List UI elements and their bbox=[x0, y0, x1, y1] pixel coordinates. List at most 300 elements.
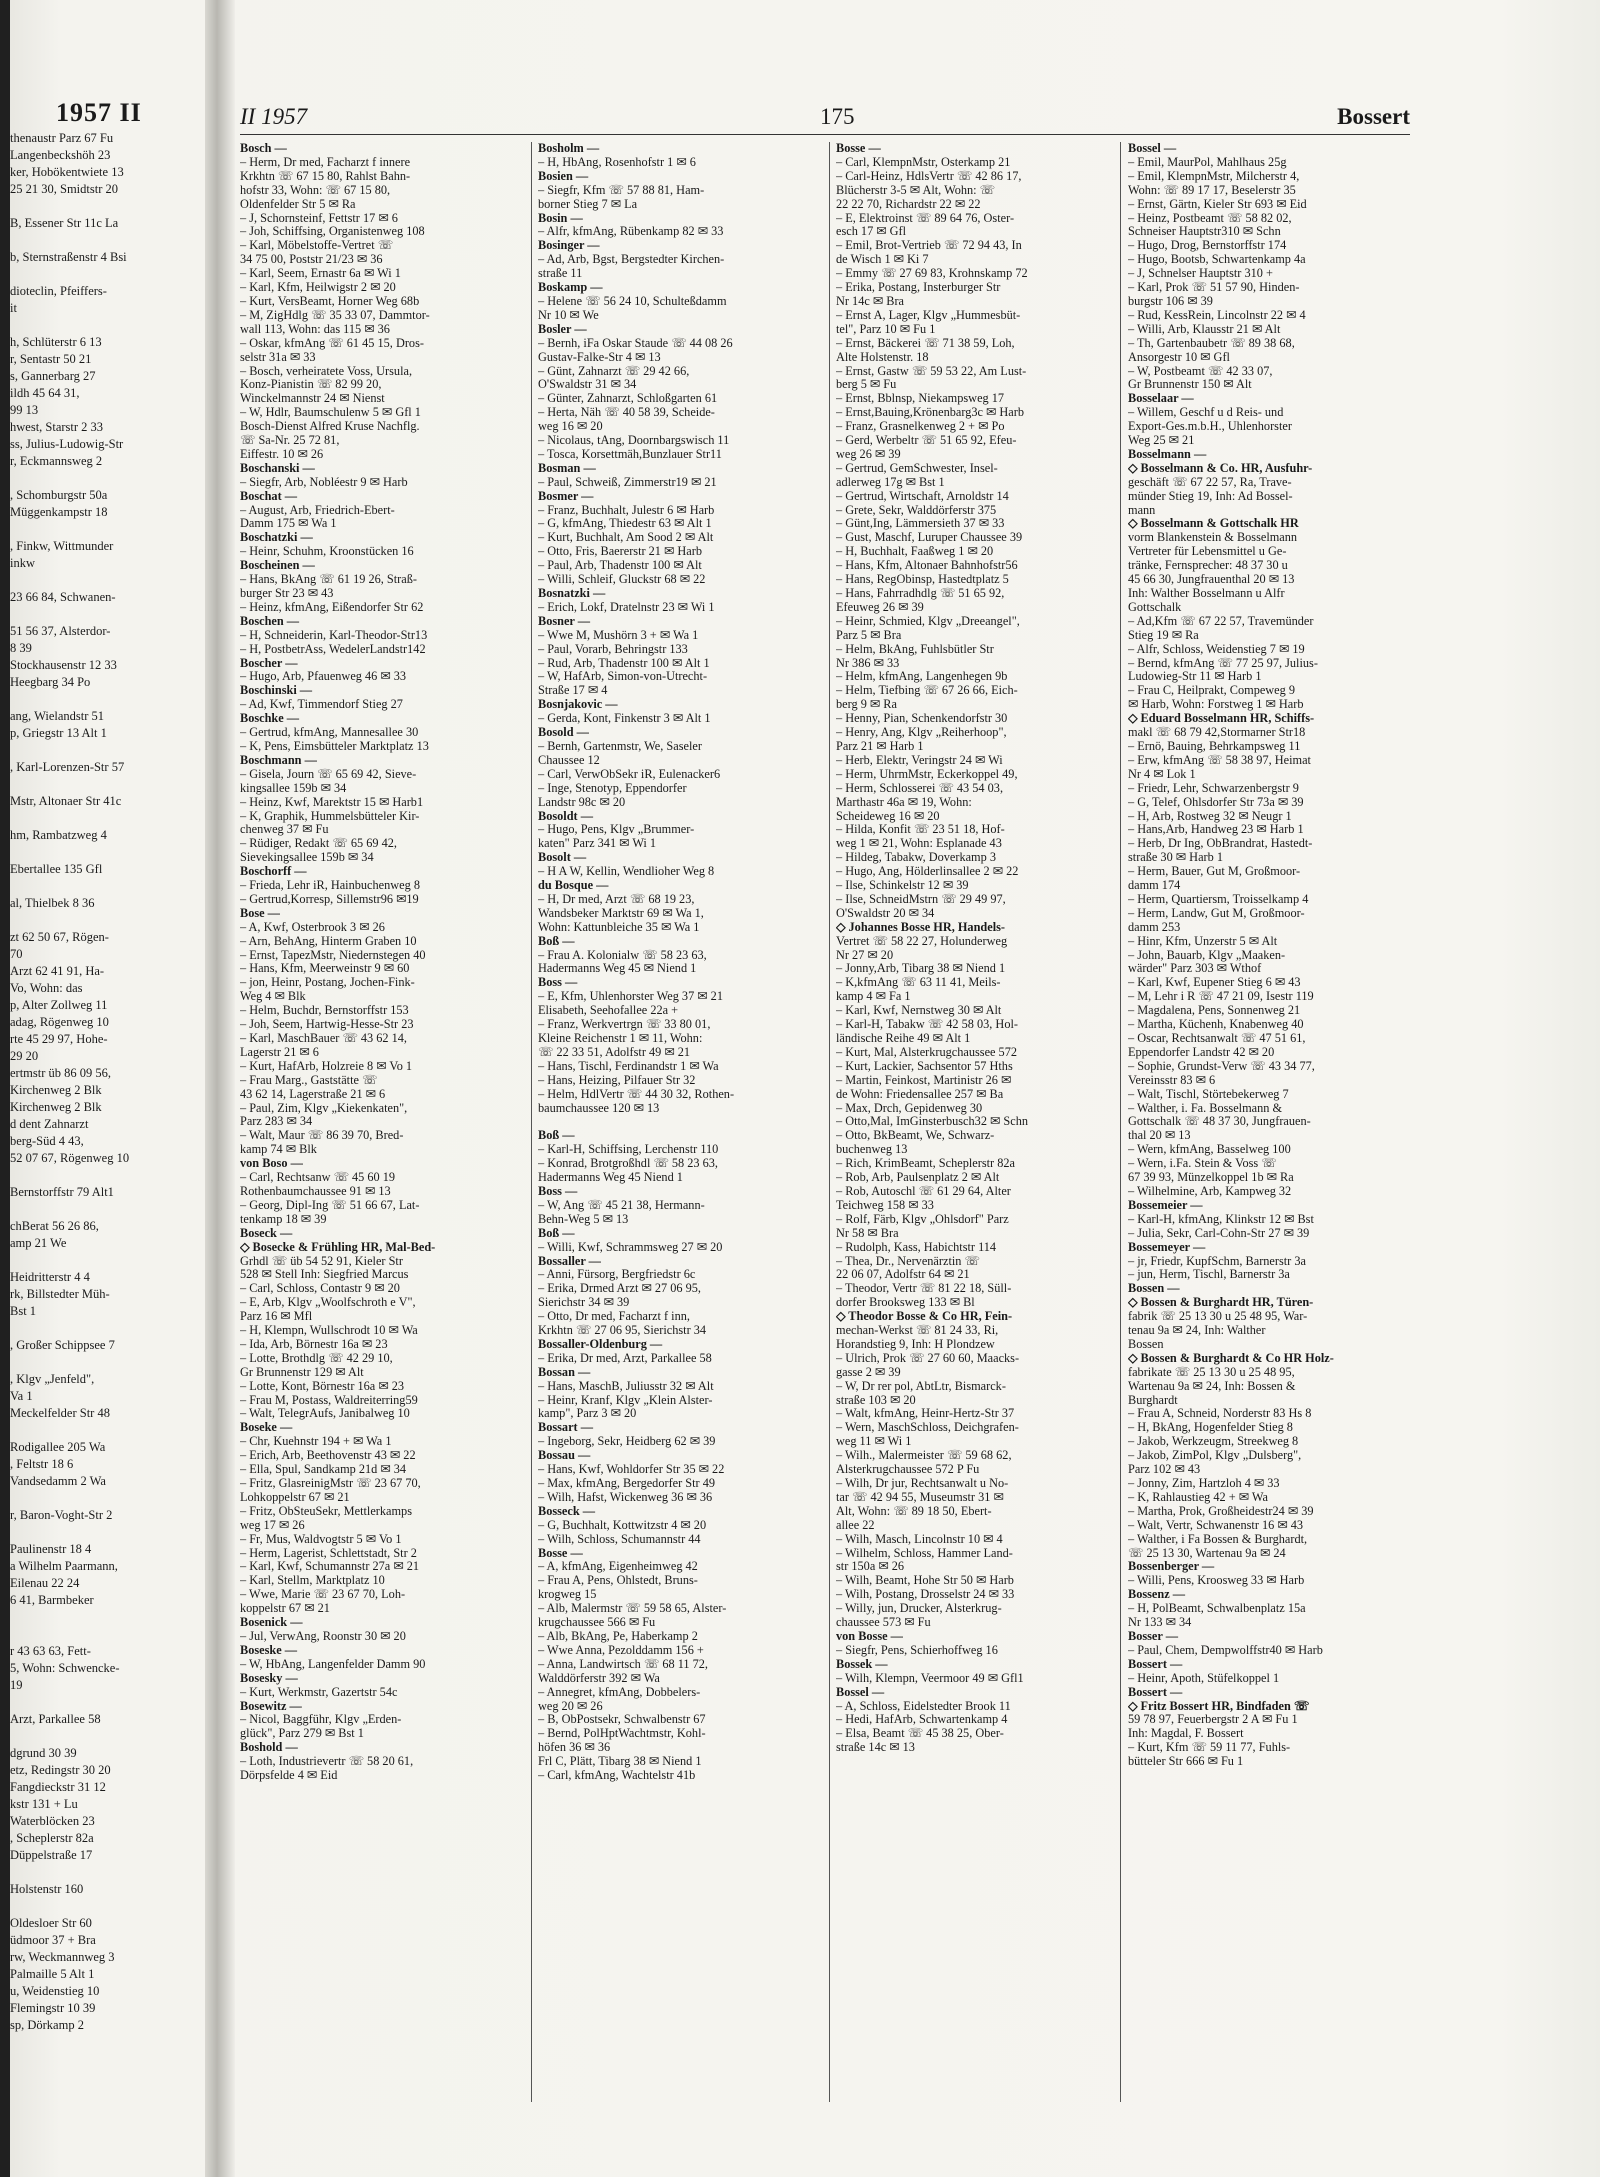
directory-entry: – Jul, VerwAng, Roonstr 30 ✉ 20 bbox=[240, 1629, 406, 1643]
directory-entry: – Herm, Schlosserei ☏ 43 54 03, bbox=[836, 781, 1004, 795]
directory-entry: – Wilhelmine, Arb, Kampweg 32 bbox=[1128, 1184, 1292, 1198]
directory-entry: – Loth, Industrievertr ☏ 58 20 61, bbox=[240, 1755, 414, 1769]
directory-entry: – Walther, i. Fa. Bosselmann & bbox=[1128, 1101, 1283, 1115]
left-page-line bbox=[10, 1864, 206, 1881]
directory-entry: tar ☏ 42 94 55, Museumstr 31 ✉ bbox=[836, 1490, 1004, 1504]
left-page-line: hwest, Starstr 2 33 bbox=[10, 420, 104, 434]
directory-entry: Scheideweg 16 ✉ 20 bbox=[836, 809, 940, 823]
directory-entry: – Rob, Autoschl ☏ 61 29 64, Alter bbox=[836, 1184, 1011, 1198]
surname-heading: Boschorff — bbox=[240, 865, 307, 879]
directory-entry: – Franz, Buchhalt, Julestr 6 ✉ Harb bbox=[538, 503, 715, 517]
left-page-line bbox=[10, 266, 206, 283]
directory-entry: – Herm, Landw, Gut M, Großmoor- bbox=[1128, 906, 1305, 920]
directory-entry: Ansorgestr 10 ✉ Gfl bbox=[1128, 350, 1230, 364]
directory-entry: Rothenbaumchaussee 91 ✉ 13 bbox=[240, 1184, 391, 1198]
surname-heading: Bosholm — bbox=[538, 142, 600, 155]
left-page-line: r 43 63 63, Fett- bbox=[10, 1644, 91, 1658]
directory-entry: – Frau A, Pens, Ohlstedt, Bruns- bbox=[538, 1574, 698, 1588]
left-page-line bbox=[10, 776, 206, 793]
directory-entry: Grhdl ☏ üb 54 52 91, Kieler Str bbox=[240, 1254, 403, 1268]
directory-entry: ◇ Bosecke & Frühling HR, Mal-Bed- bbox=[240, 1240, 436, 1254]
directory-entry: – Friedr, Lehr, Schwarzenbergstr 9 bbox=[1128, 781, 1299, 795]
left-page-line: 70 bbox=[10, 947, 23, 961]
directory-entry: Horandstieg 9, Inh: H Plondzew bbox=[836, 1337, 995, 1351]
directory-entry: – Henry, Ang, Klgv „Reiherhoop", bbox=[836, 726, 1007, 740]
directory-entry: straße 103 ✉ 20 bbox=[836, 1393, 916, 1407]
directory-entry: – Ella, Spul, Sandkamp 21d ✉ 34 bbox=[240, 1463, 407, 1477]
column-1 bbox=[240, 142, 522, 2102]
left-page-line: , Großer Schippsee 7 bbox=[10, 1338, 115, 1352]
directory-entry bbox=[538, 1115, 820, 1129]
directory-entry: – Wern, i.Fa. Stein & Voss ☏ bbox=[1128, 1157, 1277, 1171]
directory-entry: – Chr, Kuehnstr 194 + ✉ Wa 1 bbox=[240, 1435, 392, 1449]
directory-entry: münder Stieg 19, Inh: Ad Bossel- bbox=[1128, 489, 1293, 503]
directory-entry: – Karl, Stellm, Marktplatz 10 bbox=[240, 1574, 385, 1588]
directory-entry: – Wilhelm, Schloss, Hammer Land- bbox=[836, 1546, 1013, 1560]
directory-entry: – Hans, Kwf, Wohldorfer Str 35 ✉ 22 bbox=[538, 1463, 725, 1477]
directory-entry: – W, Postbeamt ☏ 42 33 07, bbox=[1128, 364, 1273, 378]
directory-entry: – Heinr, Schuhm, Kroonstücken 16 bbox=[240, 545, 414, 559]
left-page-line: Eilenau 22 24 bbox=[10, 1576, 80, 1590]
directory-entry: bütteler Str 666 ✉ Fu 1 bbox=[1128, 1755, 1244, 1769]
surname-heading: Bosse — bbox=[538, 1546, 583, 1560]
left-page-line: 51 56 37, Alsterdor- bbox=[10, 624, 111, 638]
directory-entry: – Carl-Heinz, HdlsVertr ☏ 42 86 17, bbox=[836, 169, 1022, 183]
left-page-line: Düppelstraße 17 bbox=[10, 1848, 93, 1862]
column-divider bbox=[829, 142, 830, 2102]
directory-entry: – Hans, MaschB, Juliusstr 32 ✉ Alt bbox=[538, 1379, 714, 1393]
directory-entry: Frl C, Plätt, Tibarg 38 ✉ Niend 1 bbox=[538, 1755, 702, 1769]
directory-entry: Parz 21 ✉ Harb 1 bbox=[836, 739, 924, 753]
directory-entry: – Oscar, Rechtsanwalt ☏ 47 51 61, bbox=[1128, 1032, 1306, 1045]
surname-heading: Boschen — bbox=[240, 614, 300, 628]
directory-entry: – Ernst,Bauing,Krönenbarg3c ✉ Harb bbox=[836, 406, 1024, 420]
left-page-line bbox=[10, 844, 206, 861]
left-page-line: dgrund 30 39 bbox=[10, 1746, 77, 1760]
left-page-line bbox=[10, 1626, 206, 1643]
directory-entry: – Hans, Heizing, Pilfauer Str 32 bbox=[538, 1073, 696, 1087]
left-page-line: Arzt 62 41 91, Ha- bbox=[10, 964, 105, 978]
directory-entry: – Siegfr, Pens, Schierhoffweg 16 bbox=[836, 1643, 998, 1657]
left-page-line bbox=[10, 1354, 206, 1371]
surname-heading: Boschmann — bbox=[240, 753, 317, 767]
directory-entry: – Jonny,Arb, Tibarg 38 ✉ Niend 1 bbox=[836, 962, 1006, 976]
directory-entry: – H, Arb, Rostweg 32 ✉ Neugr 1 bbox=[1128, 809, 1292, 823]
directory-entry: – Frau A. Kolonialw ☏ 58 23 63, bbox=[538, 948, 707, 962]
left-page-line: Heegbarg 34 Po bbox=[10, 675, 91, 689]
directory-entry: – Julia, Sekr, Carl-Cohn-Str 27 ✉ 39 bbox=[1128, 1226, 1310, 1240]
directory-entry: – Herm, Dr med, Facharzt f innere bbox=[240, 155, 411, 169]
left-page-line: ertmstr üb 86 09 56, bbox=[10, 1066, 112, 1080]
directory-entry: – jr, Friedr, KupfSchm, Barnerstr 3a bbox=[1128, 1254, 1306, 1268]
left-page-line: 23 66 84, Schwanen- bbox=[10, 590, 116, 604]
directory-entry: – G, kfmAng, Thiedestr 63 ✉ Alt 1 bbox=[538, 517, 712, 531]
directory-entry: Parz 16 ✉ Mfl bbox=[240, 1310, 313, 1324]
directory-entry: damm 253 bbox=[1128, 920, 1181, 934]
directory-entry: – Carl, Schloss, Contastr 9 ✉ 20 bbox=[240, 1282, 400, 1296]
directory-entry: – Helm, HdlVertr ☏ 44 30 32, Rothen- bbox=[538, 1087, 735, 1101]
left-page-line: , Scheplerstr 82a bbox=[10, 1831, 94, 1845]
directory-entry: Landstr 98c ✉ 20 bbox=[538, 795, 626, 809]
left-page-line: ker, Hobökentwiete 13 bbox=[10, 165, 124, 179]
directory-entry: – Konrad, Brotgroßhdl ☏ 58 23 63, bbox=[538, 1157, 719, 1171]
directory-entry: – K, Rahlaustieg 42 + ✉ Wa bbox=[1128, 1490, 1268, 1504]
directory-entry: 22 22 70, Richardstr 22 ✉ 22 bbox=[836, 197, 981, 211]
left-page-line: 25 21 30, Smidtstr 20 bbox=[10, 182, 118, 196]
left-page-line: berg-Süd 4 43, bbox=[10, 1134, 84, 1148]
left-page-line: , Klgv „Jenfeld", bbox=[10, 1372, 95, 1386]
directory-entry: – Gertrud, Wirtschaft, Arnoldstr 14 bbox=[836, 489, 1009, 503]
directory-entry: Nr 58 ✉ Bra bbox=[836, 1226, 899, 1240]
surname-heading: Bossan — bbox=[538, 1365, 591, 1379]
directory-entry: Nr 386 ✉ 33 bbox=[836, 656, 900, 670]
directory-entry: – Wwe M, Mushörn 3 + ✉ Wa 1 bbox=[538, 628, 699, 642]
directory-entry: – Hugo, Arb, Pfauenweg 46 ✉ 33 bbox=[240, 670, 407, 684]
directory-entry: – Alb, Malermstr ☏ 59 58 65, Alster- bbox=[538, 1602, 727, 1616]
directory-entry: wärder" Parz 303 ✉ Wthof bbox=[1128, 962, 1262, 976]
directory-entry: – Bernh, iFa Oskar Staude ☏ 44 08 26 bbox=[538, 336, 733, 350]
left-page-line bbox=[10, 521, 206, 538]
directory-entry: vorm Blankenstein & Bosselmann bbox=[1128, 531, 1298, 545]
surname-heading: Bosesky — bbox=[240, 1671, 298, 1685]
directory-entry: ✉ Harb, Wohn: Forstweg 1 ✉ Harb bbox=[1128, 698, 1304, 712]
directory-entry: – Helm, BkAng, Fuhlsbütler Str bbox=[836, 642, 994, 656]
directory-entry: – Jonny, Zim, Hartzloh 4 ✉ 33 bbox=[1128, 1477, 1280, 1490]
left-page-line: p, Griegstr 13 Alt 1 bbox=[10, 726, 107, 740]
directory-entry: – Alb, BkAng, Pe, Haberkamp 2 bbox=[538, 1629, 698, 1643]
left-page-line: kstr 131 + Lu bbox=[10, 1797, 78, 1811]
directory-entry: – Helene ☏ 56 24 10, Schulteßdamm bbox=[538, 294, 727, 308]
directory-entry: – Wern, MaschSchloss, Deichgrafen- bbox=[836, 1421, 1019, 1435]
directory-entry: – Walt, TelegrAufs, Janibalweg 10 bbox=[240, 1407, 410, 1421]
directory-entry: – Arn, BehAng, Hinterm Graben 10 bbox=[240, 934, 417, 948]
left-page-line: al, Thielbek 8 36 bbox=[10, 896, 95, 910]
directory-entry: – Emil, KlempnMstr, Milcherstr 4, bbox=[1128, 169, 1300, 183]
directory-entry: – Karl-H, kfmAng, Klinkstr 12 ✉ Bst bbox=[1128, 1212, 1314, 1226]
directory-entry: – Fritz, ObSteuSekr, Mettlerkamps bbox=[240, 1504, 412, 1518]
surname-heading: Boß — bbox=[538, 1129, 575, 1143]
directory-entry: – Erw, kfmAng ☏ 58 38 97, Heimat bbox=[1128, 753, 1311, 767]
directory-entry: dorfer Brooksweg 133 ✉ Bl bbox=[836, 1296, 975, 1310]
left-page-line bbox=[10, 572, 206, 589]
directory-entry: 528 ✉ Stell Inh: Siegfried Marcus bbox=[240, 1268, 409, 1282]
directory-entry: – Günt,Ing, Lämmersieth 37 ✉ 33 bbox=[836, 517, 1005, 531]
directory-entry: Eiffestr. 10 ✉ 26 bbox=[240, 447, 324, 461]
directory-entry: kamp 4 ✉ Fa 1 bbox=[836, 990, 911, 1004]
left-page-line: ang, Wielandstr 51 bbox=[10, 709, 105, 723]
directory-entry: – Emil, MaurPol, Mahlhaus 25g bbox=[1128, 155, 1287, 169]
directory-entry: – Kurt, Kfm ☏ 59 11 77, Fuhls- bbox=[1128, 1741, 1291, 1755]
directory-entry: Lohkoppelstr 67 ✉ 21 bbox=[240, 1490, 350, 1504]
directory-page bbox=[240, 100, 1410, 2120]
surname-heading: Bossau — bbox=[538, 1449, 591, 1463]
directory-entry: – H, PolBeamt, Schwalbenplatz 15a bbox=[1128, 1602, 1306, 1616]
surname-heading: Bosewitz — bbox=[240, 1699, 302, 1713]
directory-entry: Kleine Reichenstr 1 ✉ 11, Wohn: bbox=[538, 1032, 703, 1045]
left-page-line: thenaustr Parz 67 Fu bbox=[10, 131, 114, 145]
directory-entry: – Hildeg, Tabakw, Doverkamp 3 bbox=[836, 851, 996, 865]
directory-entry: – W, Ang ☏ 45 21 38, Hermann- bbox=[538, 1198, 705, 1212]
directory-entry: ◇ Bosselmann & Gottschalk HR bbox=[1128, 517, 1299, 531]
left-page-line: Bernstorffstr 79 Alt1 bbox=[10, 1185, 114, 1199]
surname-heading: Boshold — bbox=[240, 1741, 298, 1755]
directory-entry: Oldenfelder Str 5 ✉ Ra bbox=[240, 197, 356, 211]
directory-entry: – Alfr, kfmAng, Rübenkamp 82 ✉ 33 bbox=[538, 225, 724, 239]
directory-entry: – J, Schnelser Hauptstr 310 + bbox=[1128, 267, 1273, 281]
directory-entry: – Heinz, Kwf, Marektstr 15 ✉ Harb1 bbox=[240, 795, 424, 809]
left-page-line: üdmoor 37 + Bra bbox=[10, 1933, 96, 1947]
column-2 bbox=[538, 142, 820, 2102]
left-page-line bbox=[10, 317, 206, 334]
directory-entry: ☏ Sa-Nr. 25 72 81, bbox=[240, 434, 340, 448]
directory-entry: thal 20 ✉ 13 bbox=[1128, 1129, 1191, 1143]
directory-entry: mann bbox=[1128, 503, 1156, 517]
directory-entry: straße 14c ✉ 13 bbox=[836, 1741, 915, 1755]
surname-heading: Bossenberger — bbox=[1128, 1560, 1215, 1574]
directory-entry: – Willi, Schleif, Gluckstr 68 ✉ 22 bbox=[538, 573, 706, 587]
directory-entry: – Carl, Rechtsanw ☏ 45 60 19 bbox=[240, 1171, 396, 1185]
left-page-line: Flemingstr 10 39 bbox=[10, 2001, 96, 2015]
surname-heading: Bosold — bbox=[538, 726, 589, 740]
left-page-line bbox=[10, 1694, 206, 1711]
left-page-line: Heidritterstr 4 4 bbox=[10, 1270, 90, 1284]
left-page-line bbox=[10, 810, 206, 827]
directory-entry: – Fritz, GlasreinigMstr ☏ 23 67 70, bbox=[240, 1477, 421, 1490]
directory-entry: – Herm, UhrmMstr, Eckerkoppel 49, bbox=[836, 767, 1018, 781]
directory-entry: Bossen bbox=[1128, 1337, 1164, 1351]
left-page-line bbox=[10, 878, 206, 895]
directory-entry: – Lotte, Kont, Börnestr 16a ✉ 23 bbox=[240, 1379, 404, 1393]
directory-entry: – Hinr, Kfm, Unzerstr 5 ✉ Alt bbox=[1128, 934, 1278, 948]
left-page-line: u, Weidenstieg 10 bbox=[10, 1984, 100, 1998]
directory-entry: 59 78 97, Feuerbergstr 2 A ✉ Fu 1 bbox=[1128, 1713, 1298, 1727]
directory-entry: – Wwe, Marie ☏ 23 67 70, Loh- bbox=[240, 1588, 406, 1602]
directory-entry: – Martha, Prok, Großheidestr24 ✉ 39 bbox=[1128, 1504, 1314, 1518]
directory-entry: 45 66 30, Jungfrauenthal 20 ✉ 13 bbox=[1128, 573, 1295, 587]
directory-entry: – Ad,Kfm ☏ 67 22 57, Travemünder bbox=[1128, 614, 1314, 628]
left-page-line: rk, Billstedter Müh- bbox=[10, 1287, 110, 1301]
directory-entry: – Otto, Dr med, Facharzt f inn, bbox=[538, 1310, 690, 1324]
directory-entry: – Anna, Landwirtsch ☏ 68 11 72, bbox=[538, 1657, 708, 1671]
left-page-line: 19 bbox=[10, 1678, 23, 1692]
header-volume-year: II 1957 bbox=[240, 104, 308, 129]
left-page-line: 99 13 bbox=[10, 403, 39, 417]
directory-entry: Parz 283 ✉ 34 bbox=[240, 1115, 313, 1129]
directory-entry: – Herm, Bauer, Gut M, Großmoor- bbox=[1128, 865, 1301, 879]
directory-entry: ◇ Bossen & Burghardt & Co HR Holz- bbox=[1128, 1351, 1334, 1365]
directory-entry: – Karl-H, Schiffsing, Lerchenstr 110 bbox=[538, 1143, 719, 1157]
left-page-line: sp, Dörkamp 2 bbox=[10, 2018, 84, 2032]
left-page-line: a Wilhelm Paarmann, bbox=[10, 1559, 118, 1573]
directory-entry: tränke, Fernsprecher: 48 37 30 u bbox=[1128, 559, 1288, 573]
directory-entry: Teichweg 158 ✉ 33 bbox=[836, 1198, 934, 1212]
directory-entry: – Gertrud, kfmAng, Mannesallee 30 bbox=[240, 726, 419, 740]
directory-entry: – Rob, Arb, Paulsenplatz 2 ✉ Alt bbox=[836, 1171, 1000, 1185]
directory-entry: Gustav-Falke-Str 4 ✉ 13 bbox=[538, 350, 661, 364]
left-page-line bbox=[10, 470, 206, 487]
left-page-line: r, Sentastr 50 21 bbox=[10, 352, 92, 366]
directory-entry: – Wilh, Postang, Drosselstr 24 ✉ 33 bbox=[836, 1588, 1015, 1602]
directory-entry: – Willi, Pens, Kroosweg 33 ✉ Harb bbox=[1128, 1574, 1305, 1588]
directory-entry: str 150a ✉ 26 bbox=[836, 1560, 905, 1574]
directory-entry: selstr 31a ✉ 33 bbox=[240, 350, 316, 364]
surname-heading: Bossert — bbox=[1128, 1657, 1183, 1671]
surname-heading: Bosmer — bbox=[538, 489, 594, 503]
directory-entry: – Heinr, Apoth, Stüfelkoppel 1 bbox=[1128, 1671, 1280, 1685]
directory-entry: allee 22 bbox=[836, 1518, 875, 1532]
directory-entry: – Karl, Kwf, Nernstweg 30 ✉ Alt bbox=[836, 1004, 1002, 1018]
directory-entry: katen" Parz 341 ✉ Wi 1 bbox=[538, 837, 657, 851]
left-page-line bbox=[10, 1167, 206, 1184]
directory-entry: Export-Ges.m.b.H., Uhlenhorster bbox=[1128, 420, 1292, 434]
directory-entry: – Theodor, Vertr ☏ 81 22 18, Süll- bbox=[836, 1282, 1012, 1296]
left-page-line: 6 41, Barmbeker bbox=[10, 1593, 94, 1607]
directory-entry: – Max, Drch, Gepidenweg 30 bbox=[836, 1101, 983, 1115]
directory-entry: weg 16 ✉ 20 bbox=[538, 420, 603, 434]
left-page-line: rw, Weckmannweg 3 bbox=[10, 1950, 115, 1964]
directory-entry: Eppendorfer Landstr 42 ✉ 20 bbox=[1128, 1045, 1275, 1059]
directory-entry: Nr 27 ✉ 20 bbox=[836, 948, 894, 962]
surname-heading: Bosnatzki — bbox=[538, 587, 606, 600]
left-page-line: , Finkw, Wittmunder bbox=[10, 539, 114, 553]
directory-entry: – Wern, kfmAng, Basselweg 100 bbox=[1128, 1143, 1291, 1157]
directory-entry: – Frau M, Postass, Waldreiterring59 bbox=[240, 1393, 418, 1407]
directory-entry: – Bernd, PolHptWachtmstr, Kohl- bbox=[538, 1727, 706, 1741]
surname-heading: Boscher — bbox=[240, 656, 298, 670]
directory-entry: – Erika, Postang, Insterburger Str bbox=[836, 281, 1001, 295]
surname-heading: von Boso — bbox=[240, 1157, 303, 1171]
directory-entry: Krkhtn ☏ 27 06 95, Sierichstr 34 bbox=[538, 1324, 707, 1338]
directory-entry: Nr 4 ✉ Lok 1 bbox=[1128, 767, 1196, 781]
directory-entry: Gr Brunnenstr 150 ✉ Alt bbox=[1128, 378, 1252, 392]
directory-entry: – Ernst, Gastw ☏ 59 53 22, Am Lust- bbox=[836, 364, 1027, 378]
left-page-line bbox=[10, 1609, 206, 1626]
directory-entry: – Gertrud, GemSchwester, Insel- bbox=[836, 461, 998, 475]
directory-entry: – W, HafArb, Simon-von-Utrecht- bbox=[538, 670, 708, 684]
left-page-lines bbox=[10, 130, 206, 2034]
left-page-line: inkw bbox=[10, 556, 35, 570]
directory-entry: – Oskar, kfmAng ☏ 61 45 15, Dros- bbox=[240, 336, 424, 350]
directory-entry: Chaussee 12 bbox=[538, 753, 600, 767]
directory-entry: – Otto,Mal, ImGinsterbusch32 ✉ Schn bbox=[836, 1115, 1029, 1129]
directory-entry: – Ernst, Bäckerei ☏ 71 38 59, Loh, bbox=[836, 336, 1015, 350]
directory-entry: – Martha, Küchenh, Knabenweg 40 bbox=[1128, 1018, 1304, 1032]
directory-entry: chenweg 37 ✉ Fu bbox=[240, 823, 329, 837]
directory-entry: – Frieda, Lehr iR, Hainbuchenweg 8 bbox=[240, 879, 420, 893]
directory-entry: – Ingeborg, Sekr, Heidberg 62 ✉ 39 bbox=[538, 1435, 716, 1449]
directory-entry: – H, HbAng, Rosenhofstr 1 ✉ 6 bbox=[538, 155, 696, 169]
left-page-line bbox=[10, 1728, 206, 1745]
directory-entry: Stieg 19 ✉ Ra bbox=[1128, 628, 1199, 642]
directory-entry: – Heinr, Schmied, Klgv „Dreeangel", bbox=[836, 614, 1020, 628]
directory-entry: Marthastr 46a ✉ 19, Wohn: bbox=[836, 795, 972, 809]
directory-entry: Alsterkrugchaussee 572 P Fu bbox=[836, 1463, 980, 1477]
directory-entry: – jon, Heinr, Postang, Jochen-Fink- bbox=[240, 976, 415, 990]
directory-entry: makl ☏ 68 79 42,Stormarner Str18 bbox=[1128, 726, 1306, 740]
surname-heading: Bossart — bbox=[538, 1421, 593, 1435]
surname-heading: Bossen — bbox=[1128, 1282, 1180, 1296]
directory-entry: – Ilse, SchneidMstrn ☏ 29 49 97, bbox=[836, 892, 1006, 906]
directory-entry: – Rüdiger, Redakt ☏ 65 69 42, bbox=[240, 837, 397, 851]
directory-entry: – Herta, Näh ☏ 40 58 39, Scheide- bbox=[538, 406, 715, 420]
directory-entry: – Rud, Arb, Thadenstr 100 ✉ Alt 1 bbox=[538, 656, 710, 670]
directory-entry: 43 62 14, Lagerstraße 21 ✉ 6 bbox=[240, 1087, 386, 1101]
left-page-line: r, Baron-Voght-Str 2 bbox=[10, 1508, 113, 1522]
directory-entry: – Franz, Grasnelkenweg 2 + ✉ Po bbox=[836, 420, 1005, 434]
directory-entry: – Wilh, Beamt, Hohe Str 50 ✉ Harb bbox=[836, 1574, 1014, 1588]
directory-entry: – E, Elektroinst ☏ 89 64 76, Oster- bbox=[836, 211, 1015, 225]
directory-entry: – Fr, Mus, Waldvogtstr 5 ✉ Vo 1 bbox=[240, 1532, 402, 1546]
directory-entry: – Karl, Kfm, Heilwigstr 2 ✉ 20 bbox=[240, 281, 396, 295]
directory-entry: – A, kfmAng, Eigenheimweg 42 bbox=[538, 1560, 698, 1574]
directory-entry: wall 113, Wohn: das 115 ✉ 36 bbox=[240, 322, 390, 336]
page-header bbox=[240, 100, 1410, 134]
directory-entry: Winckelmannstr 24 ✉ Nienst bbox=[240, 392, 385, 406]
directory-entry: Inh: Walther Bosselmann u Alfr bbox=[1128, 587, 1285, 600]
directory-entry: – G, Telef, Ohlsdorfer Str 73a ✉ 39 bbox=[1128, 795, 1304, 809]
surname-heading: Bosien — bbox=[538, 169, 589, 183]
directory-entry: Wandsbeker Marktstr 69 ✉ Wa 1, bbox=[538, 906, 704, 920]
directory-entry: – Hans, Fahrradhdlg ☏ 51 65 92, bbox=[836, 587, 1005, 600]
directory-entry: – Hans, Tischl, Ferdinandstr 1 ✉ Wa bbox=[538, 1059, 719, 1073]
directory-entry: – H A W, Kellin, Wendlioher Weg 8 bbox=[538, 865, 715, 879]
directory-entry: – Gust, Maschf, Luruper Chaussee 39 bbox=[836, 531, 1023, 545]
directory-entry: weg 20 ✉ 26 bbox=[538, 1699, 603, 1713]
left-page-line bbox=[10, 232, 206, 249]
directory-entry: – Rich, KrimBeamt, Scheplerstr 82a bbox=[836, 1157, 1015, 1171]
directory-entry: Sierichstr 34 ✉ 39 bbox=[538, 1296, 630, 1310]
page-gutter bbox=[205, 0, 235, 2177]
directory-entry: weg 17 ✉ 26 bbox=[240, 1518, 305, 1532]
directory-entry: – Ernst, Gärtn, Kieler Str 693 ✉ Eid bbox=[1128, 197, 1307, 211]
directory-entry: – A, Schloss, Eidelstedter Brook 11 bbox=[836, 1699, 1011, 1713]
surname-heading: Bosin — bbox=[538, 211, 583, 225]
left-page-line bbox=[10, 1252, 206, 1269]
surname-heading: Bosenick — bbox=[240, 1616, 303, 1630]
directory-entry: – Karl-H, Tabakw ☏ 42 58 03, Hol- bbox=[836, 1018, 1018, 1032]
surname-heading: Bossaller-Oldenburg — bbox=[538, 1337, 663, 1351]
left-page-line: Palmaille 5 Alt 1 bbox=[10, 1967, 95, 1981]
left-page-line bbox=[10, 606, 206, 623]
directory-entry: hofstr 33, Wohn: ☏ 67 15 80, bbox=[240, 183, 391, 197]
directory-entry: Vertreter für Lebensmittel u Ge- bbox=[1128, 545, 1287, 559]
left-page-line: 52 07 67, Rögenweg 10 bbox=[10, 1151, 130, 1165]
directory-entry: – Alfr, Schloss, Weidenstieg 7 ✉ 19 bbox=[1128, 642, 1305, 656]
surname-heading: Bosselmann — bbox=[1128, 447, 1207, 461]
directory-entry: borner Stieg 7 ✉ La bbox=[538, 197, 638, 211]
directory-entry: – Joh, Seem, Hartwig-Hesse-Str 23 bbox=[240, 1018, 414, 1032]
directory-entry: – Wilh., Malermeister ☏ 59 68 62, bbox=[836, 1449, 1012, 1463]
directory-entry: tel", Parz 10 ✉ Fu 1 bbox=[836, 322, 936, 336]
directory-entry: Nr 133 ✉ 34 bbox=[1128, 1616, 1192, 1630]
directory-entry: Inh: Magdal, F. Bossert bbox=[1128, 1727, 1244, 1741]
directory-entry: weg 1 ✉ 21, Wohn: Esplanade 43 bbox=[836, 837, 1002, 851]
directory-entry: – Tosca, Korsettmäh,Bunzlauer Str11 bbox=[538, 447, 722, 461]
left-page-line: 5, Wohn: Schwencke- bbox=[10, 1661, 120, 1675]
directory-entry: – Jakob, Werkzeugm, Streekweg 8 bbox=[1128, 1435, 1299, 1449]
directory-entry: – W, Hdlr, Baumschulenw 5 ✉ Gfl 1 bbox=[240, 406, 421, 420]
surname-heading: von Bosse — bbox=[836, 1629, 903, 1643]
left-page-line bbox=[10, 1320, 206, 1337]
directory-entry: Lagerstr 21 ✉ 6 bbox=[240, 1045, 319, 1059]
directory-entry: kingsallee 159b ✉ 34 bbox=[240, 781, 347, 795]
surname-heading: Bose — bbox=[240, 906, 280, 920]
directory-entry: Vertret ☏ 58 22 27, Holunderweg bbox=[836, 934, 1008, 948]
directory-entry: – Wilh, Schloss, Schumannstr 44 bbox=[538, 1532, 701, 1546]
directory-entry: Parz 102 ✉ 43 bbox=[1128, 1463, 1201, 1477]
directory-entry: – Paul, Arb, Thadenstr 100 ✉ Alt bbox=[538, 559, 702, 573]
directory-entry: – Martin, Feinkost, Martinistr 26 ✉ bbox=[836, 1073, 1012, 1087]
